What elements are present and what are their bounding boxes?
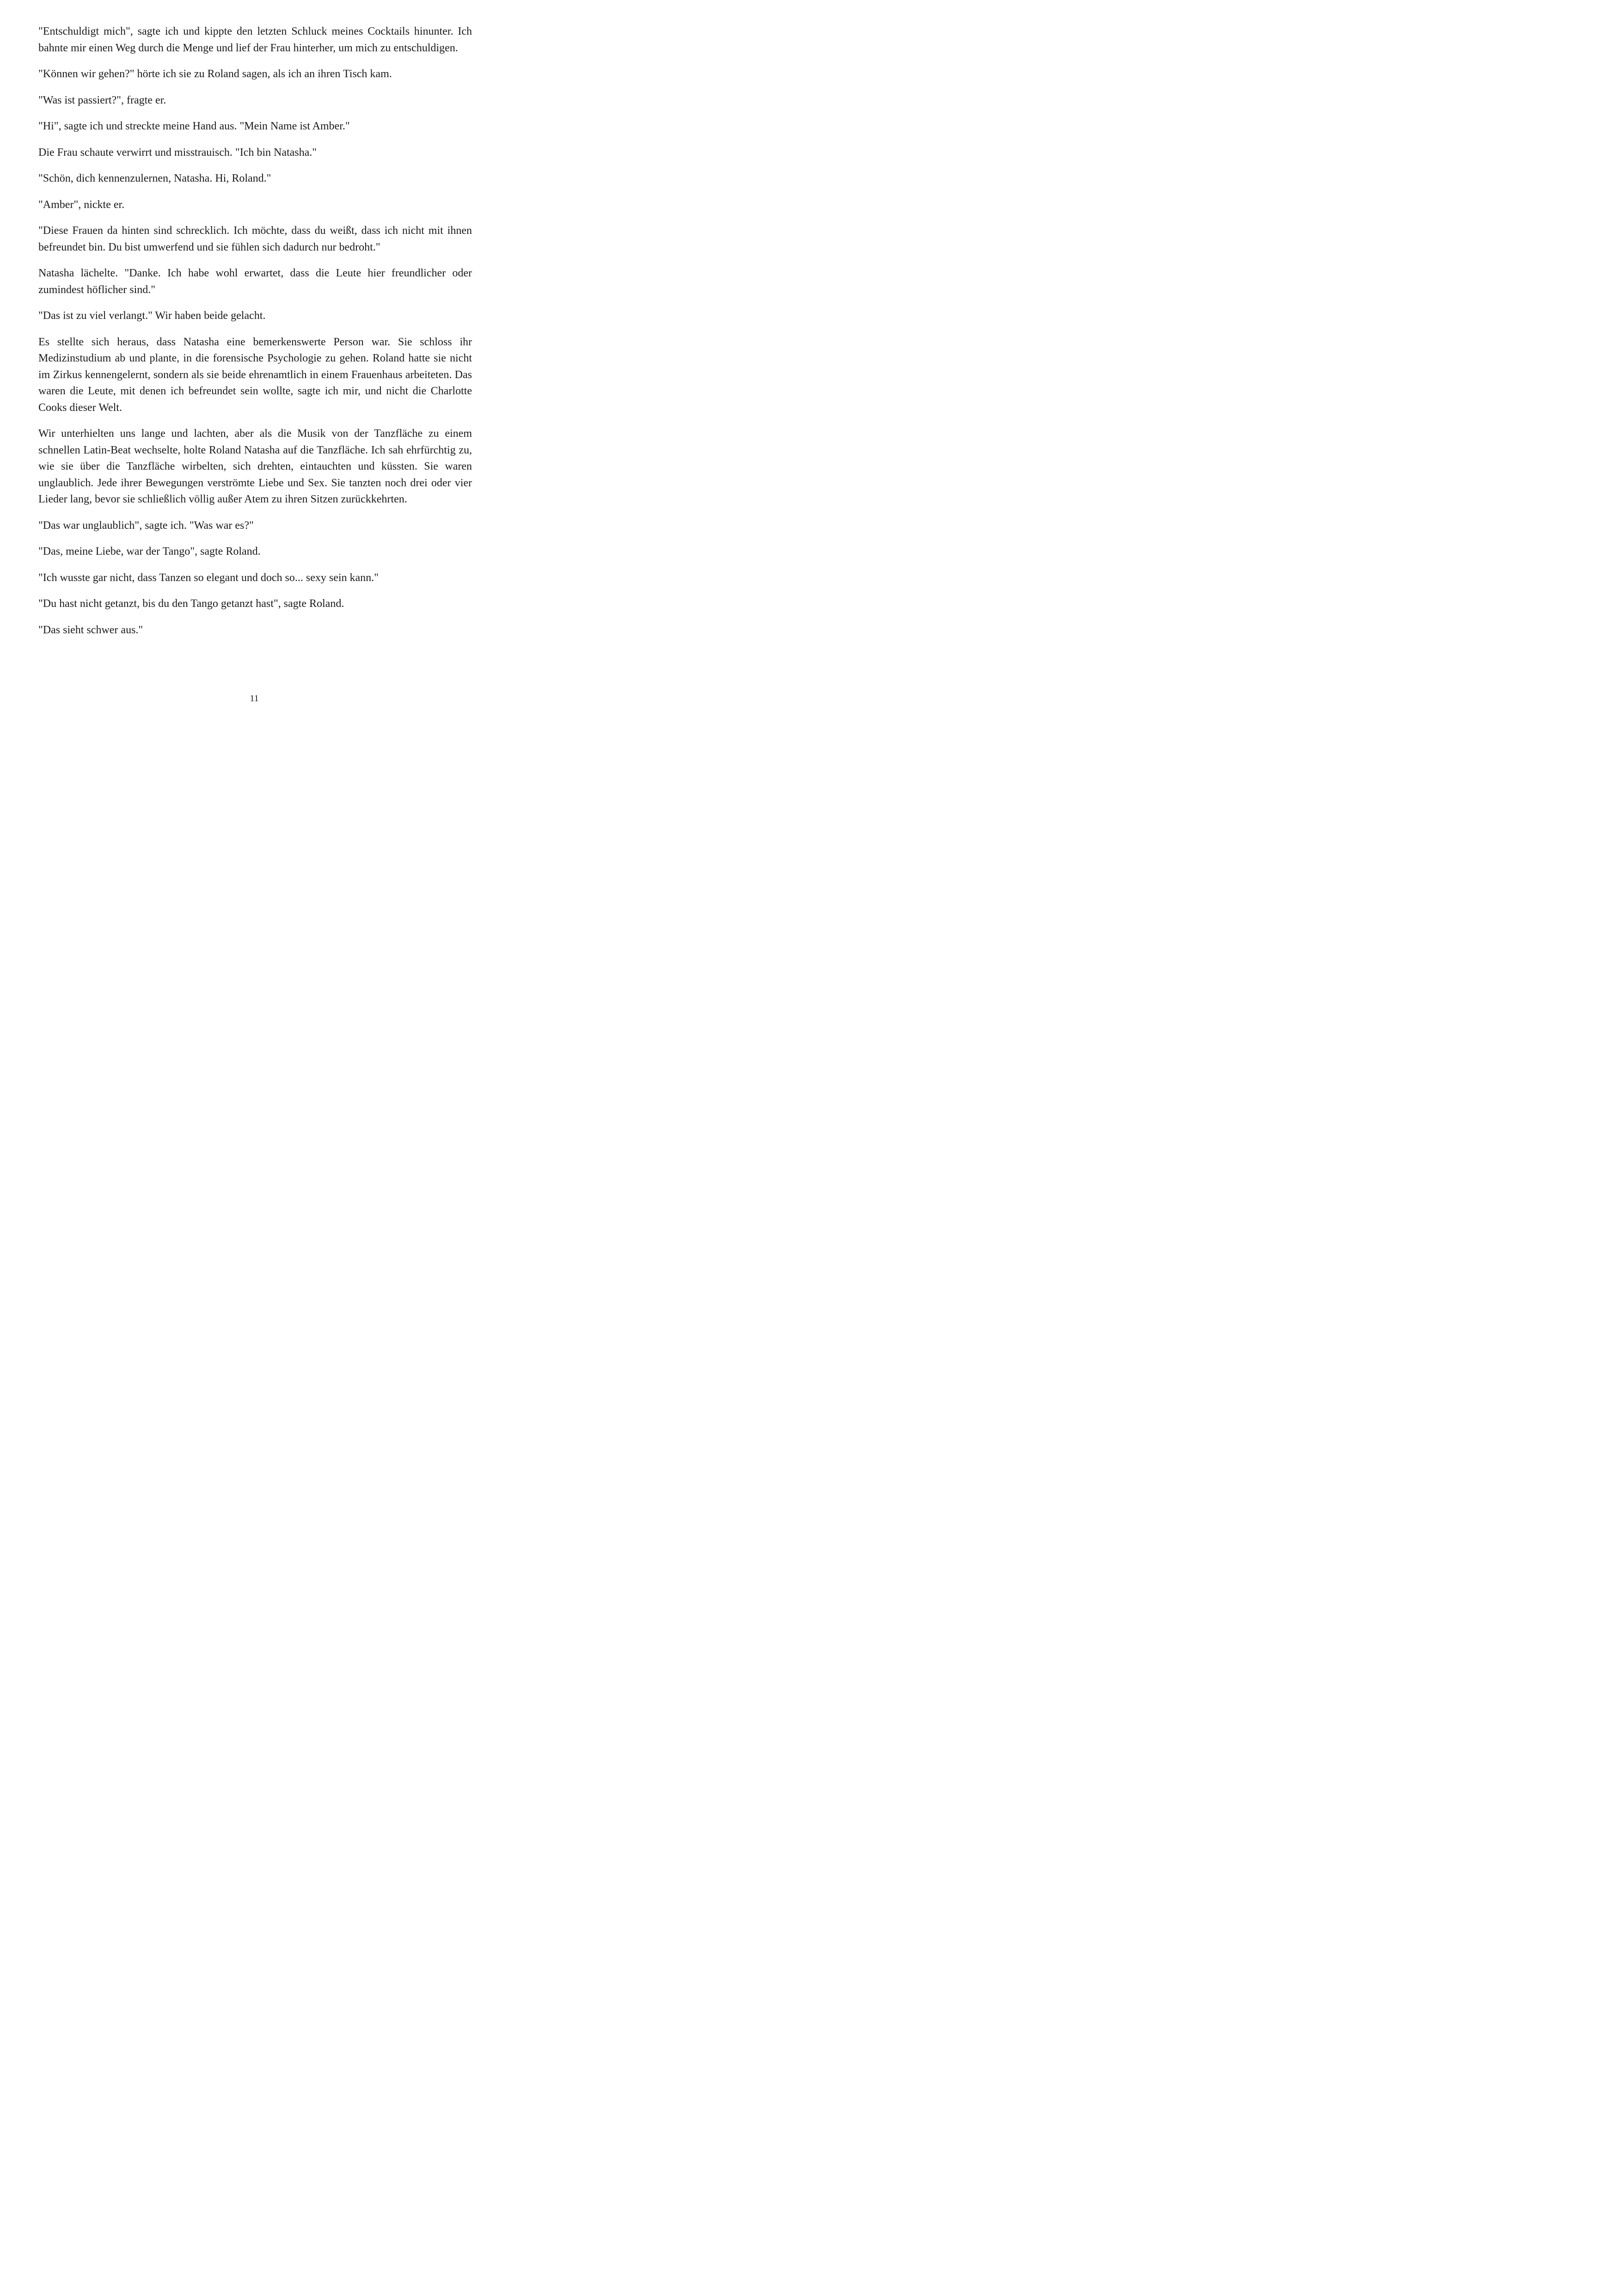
body-text <box>38 24 472 648</box>
paragraph: "Was ist passiert?", fragte er. <box>38 94 166 106</box>
paragraph: "Das sieht schwer aus." <box>38 624 143 636</box>
paragraph: Natasha lächelte. "Danke. Ich habe wohl erwartet, dass die Leute hier freundlicher oder zumindest höflicher sind." <box>38 267 472 296</box>
paragraph: "Diese Frauen da hinten sind schrecklich. Ich möchte, dass du weißt, dass ich nicht mit ihnen befreundet bin. Du bist umwerfend und sie fühlen sich dadurch nur bedroht." <box>38 225 472 253</box>
document-page <box>0 0 509 722</box>
paragraph: "Das war unglaublich", sagte ich. "Was war es?" <box>38 519 254 532</box>
paragraph: Es stellte sich heraus, dass Natasha eine bemerkenswerte Person war. Sie schloss ihr Medizinstudium ab und plante, in die forensische Psychologie zu gehen. Roland hatte sie nicht im Zirkus kennengelernt, sondern als sie beide ehrenamtlich in einem Frauenhaus arbeiteten. Das waren die Leute, mit denen ich befreundet sein wollte, sagte ich mir, und nicht die Charlotte Cooks dieser Welt. <box>38 336 472 414</box>
paragraph: "Entschuldigt mich", sagte ich und kippte den letzten Schluck meines Cocktails hinunter. Ich bahnte mir einen Weg durch die Menge und lief der Frau hinterher, um mich zu entschuldigen. <box>38 25 472 54</box>
paragraph: Wir unterhielten uns lange und lachten, aber als die Musik von der Tanzfläche zu einem schnellen Latin-Beat wechselte, holte Roland Natasha auf die Tanzfläche. Ich sah ehrfürchtig zu, wie sie über die Tanzfläche wirbelten, sich drehten, eintauchten und küssten. Sie waren unglaublich. Jede ihrer Bewegungen verströmte Liebe und Sex. Sie tanzten noch drei oder vier Lieder lang, bevor sie schließlich völlig außer Atem zu ihren Sitzen zurückkehrten. <box>38 428 472 505</box>
page-number: 11 <box>250 693 259 704</box>
paragraph: "Das ist zu viel verlangt." Wir haben beide gelacht. <box>38 310 266 322</box>
paragraph: "Du hast nicht getanzt, bis du den Tango getanzt hast", sagte Roland. <box>38 598 344 610</box>
paragraph: "Hi", sagte ich und streckte meine Hand aus. "Mein Name ist Amber." <box>38 120 350 132</box>
paragraph: "Das, meine Liebe, war der Tango", sagte Roland. <box>38 545 261 557</box>
paragraph: "Ich wusste gar nicht, dass Tanzen so elegant und doch so... sexy sein kann." <box>38 571 379 584</box>
paragraph: "Können wir gehen?" hörte ich sie zu Roland sagen, als ich an ihren Tisch kam. <box>38 68 392 80</box>
paragraph: "Schön, dich kennenzulernen, Natasha. Hi, Roland." <box>38 172 271 184</box>
paragraph: "Amber", nickte er. <box>38 198 125 211</box>
paragraph: Die Frau schaute verwirrt und misstrauisch. "Ich bin Natasha." <box>38 146 317 159</box>
